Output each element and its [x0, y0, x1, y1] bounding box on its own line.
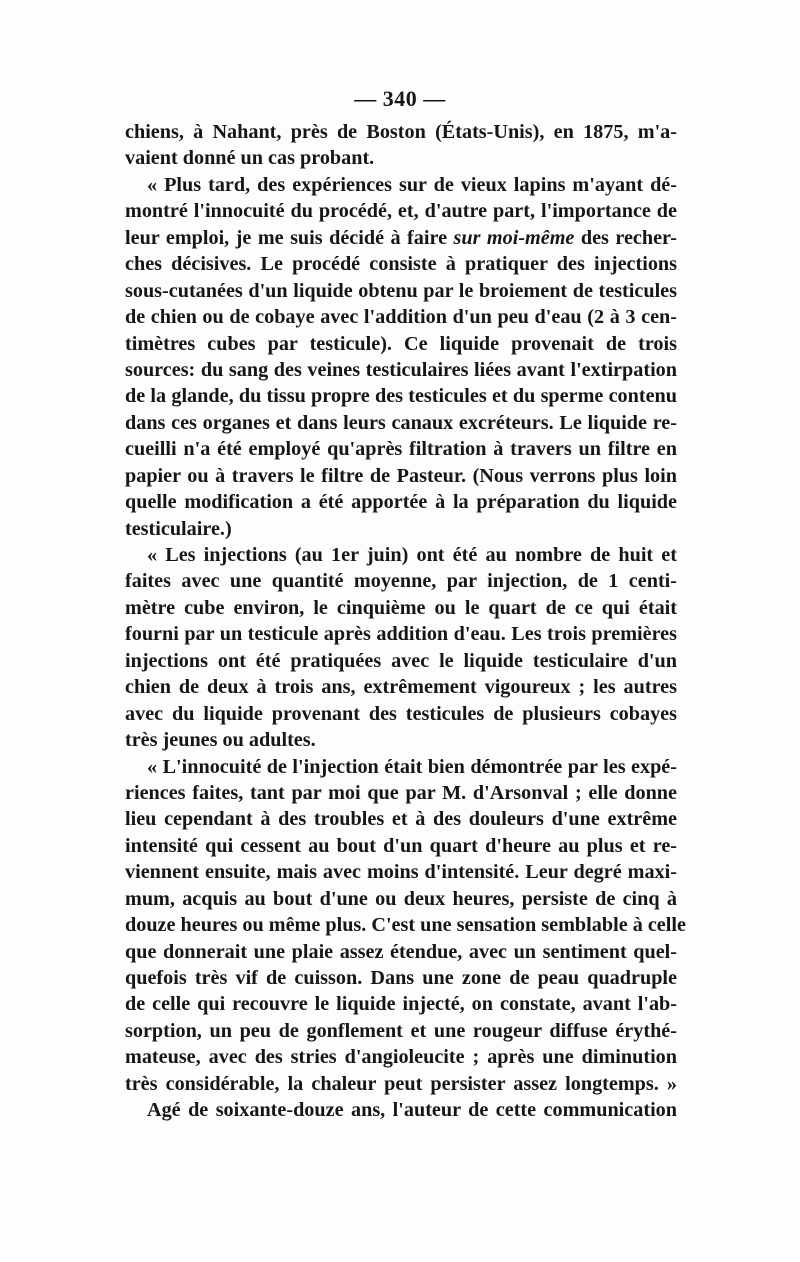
text-line: « Les injections (au 1er juin) ont été au nombre de huit et [147, 544, 677, 566]
text-line: riences faites, tant par moi que par M. d'Arsonval ; elle donne [125, 781, 677, 804]
text-line: mateuse, avec des stries d'angioleucite ; après une diminution [125, 1046, 677, 1069]
text-line: chiens, à Nahant, près de Boston (États-Unis), en 1875, m'a- [125, 121, 677, 143]
text-line: testiculaire.) [125, 517, 232, 540]
text-line: sorption, un peu de gonflement et une rougeur diffuse érythé- [125, 1019, 677, 1042]
text-line: faites avec une quantité moyenne, par injection, de 1 centi- [125, 570, 677, 593]
text-line: « Plus tard, des expériences sur de vieux lapins m'ayant dé- [147, 173, 677, 196]
text-line: viennent ensuite, mais avec moins d'intensité. Leur degré maxi- [125, 861, 677, 884]
text-line [125, 225, 677, 251]
text-line: mètre cube environ, le cinquième ou le quart de ce qui était [125, 596, 677, 619]
text-line: que donnerait une plaie assez étendue, avec un sentiment quel- [125, 940, 677, 963]
text-line: mum, acquis au bout d'une ou deux heures, persiste de cinq à [125, 887, 677, 910]
text-line: sous-cutanées d'un liquide obtenu par le broiement de testicules [125, 279, 677, 302]
page-number: — 340 — [354, 86, 446, 111]
text-line: de celle qui recouvre le liquide injecté, on constate, avant l'ab- [125, 993, 677, 1016]
text-line: très jeunes ou adultes. [125, 729, 316, 752]
text-line: timètres cubes par testicule). Ce liquide provenait de trois [125, 332, 677, 355]
text-line: « L'innocuité de l'injection était bien démontrée par les expé- [147, 755, 677, 778]
text-line: quelle modification a été apportée à la préparation du liquide [125, 491, 677, 514]
text-line: cueilli n'a été employé qu'après filtration à travers un filtre en [125, 438, 677, 461]
text-line: Agé de soixante-douze ans, l'auteur de cette communication [147, 1099, 677, 1122]
text-line: très considérable, la chaleur peut persister assez longtemps. » [125, 1072, 677, 1095]
emphasis-text: sur moi-même [453, 226, 575, 249]
text-line: vaient donné un cas probant. [125, 147, 375, 170]
text-line: montré l'innocuité du procédé, et, d'autre part, l'importance de [125, 200, 677, 223]
text-line: de chien ou de cobaye avec l'addition d'un peu d'eau (2 à 3 cen- [125, 306, 677, 329]
text-fragment: leur emploi, je me suis décidé à faire [125, 226, 454, 249]
text-line: intensité qui cessent au bout d'un quart d'heure au plus et re- [125, 834, 677, 857]
text-fragment: des recher- [574, 226, 677, 249]
text-line: injections ont été pratiquées avec le liquide testiculaire d'un [125, 649, 677, 672]
text-line: lieu cependant à des troubles et à des douleurs d'une extrême [125, 808, 677, 831]
text-line: de la glande, du tissu propre des testicules et du sperme contenu [125, 385, 677, 408]
body-text [125, 119, 686, 1124]
text-line: chien de deux à trois ans, extrêmement vigoureux ; les autres [125, 676, 677, 699]
text-line: fourni par un testicule après addition d'eau. Les trois premières [125, 623, 677, 646]
text-line: papier ou à travers le filtre de Pasteur. (Nous verrons plus loin [125, 464, 677, 487]
text-line: douze heures ou même plus. C'est une sensation semblable à celle [125, 914, 686, 937]
text-line: avec du liquide provenant des testicules de plusieurs cobayes [125, 702, 677, 725]
text-line: ches décisives. Le procédé consiste à pratiquer des injections [125, 253, 677, 276]
text-line: dans ces organes et dans leurs canaux excréteurs. Le liquide re- [125, 411, 677, 434]
text-line: quefois très vif de cuisson. Dans une zone de peau quadruple [125, 967, 677, 989]
text-line: sources: du sang des veines testiculaires liées avant l'extirpation [125, 358, 677, 381]
